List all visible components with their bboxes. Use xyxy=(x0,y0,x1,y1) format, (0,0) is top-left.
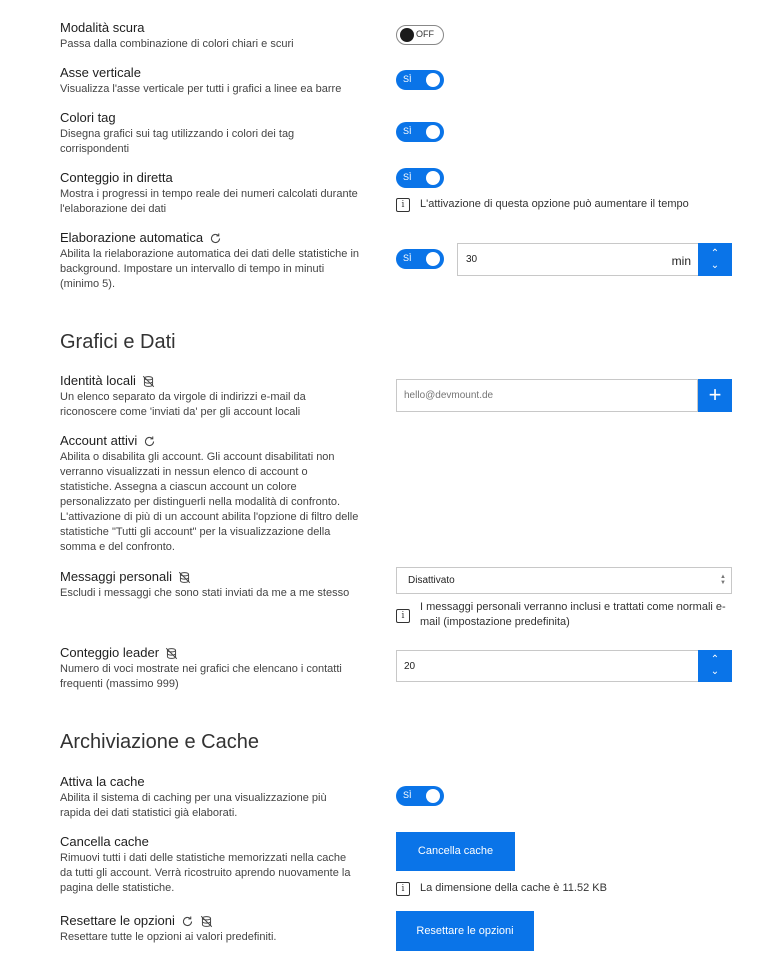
note-text: I messaggi personali verranno inclusi e trattati come normali e-mail (impostazione predefinita) xyxy=(420,601,726,628)
tag-colors-toggle[interactable] xyxy=(396,122,444,142)
setting-active-accounts xyxy=(60,433,360,555)
setting-title xyxy=(60,913,360,929)
live-count-toggle[interactable] xyxy=(396,168,444,188)
info-icon: i xyxy=(396,609,410,623)
setting-title: Conteggio in diretta xyxy=(60,170,173,185)
chevron-up-icon[interactable]: ⌃ xyxy=(710,654,720,665)
title-text: Resettare le opzioni xyxy=(60,913,175,928)
live-count-note xyxy=(396,197,726,212)
reset-options-button[interactable]: Resettare le opzioni xyxy=(396,911,534,951)
setting-desc: Abilita la rielaborazione automatica dei dati delle statistiche in background. Impostare un intervallo di tempo in minuti (minimo 5). xyxy=(60,248,360,290)
database-off-icon xyxy=(165,647,178,660)
toggle-label: SÌ xyxy=(403,253,412,263)
setting-leader-count xyxy=(60,645,360,692)
setting-title xyxy=(60,373,360,389)
setting-title: Asse verticale xyxy=(60,65,141,80)
database-off-icon xyxy=(142,375,155,388)
setting-desc: Un elenco separato da virgole di indirizzi e-mail da riconoscere come 'inviati da' per gli account locali xyxy=(60,391,306,418)
chevron-up-icon[interactable]: ⌃ xyxy=(710,247,720,259)
setting-title: Attiva la cache xyxy=(60,774,145,789)
leader-count-stepper[interactable] xyxy=(698,650,732,682)
interval-stepper[interactable] xyxy=(698,243,732,276)
toggle-label: SÌ xyxy=(403,790,412,800)
setting-desc: Rimuovi tutti i dati delle statistiche memorizzati nella cache da tutti gli account. Verrà ricostruito aprendo nuovamente la pagina delle statistiche. xyxy=(60,852,351,894)
database-off-icon xyxy=(178,571,191,584)
cache-toggle[interactable] xyxy=(396,786,444,806)
toggle-knob xyxy=(426,73,440,87)
setting-desc: Disegna grafici sui tag utilizzando i colori dei tag corrispondenti xyxy=(60,128,295,155)
setting-desc: Mostra i progressi in tempo reale dei numeri calcolati durante l'elaborazione dei dati xyxy=(60,188,358,215)
title-text: Account attivi xyxy=(60,433,138,448)
chevron-down-icon[interactable]: ⌄ xyxy=(710,259,720,271)
setting-clear-cache xyxy=(60,834,360,896)
title-text: Conteggio leader xyxy=(60,645,160,660)
toggle-label: SÌ xyxy=(403,126,412,136)
refresh-icon xyxy=(209,232,222,245)
local-identities-input[interactable] xyxy=(396,379,698,412)
title-text: Elaborazione automatica xyxy=(60,230,204,245)
setting-tag-colors xyxy=(60,110,360,157)
toggle-label: OFF xyxy=(416,29,434,39)
setting-self-messages xyxy=(60,569,360,601)
setting-desc: Visualizza l'asse verticale per tutti i grafici a linee ea barre xyxy=(60,83,342,95)
clear-cache-button[interactable]: Cancella cache xyxy=(396,832,515,871)
toggle-knob xyxy=(426,252,440,266)
toggle-knob xyxy=(400,28,414,42)
setting-desc: Escludi i messaggi che sono stati inviati da me a me stesso xyxy=(60,587,350,599)
setting-title xyxy=(60,230,360,246)
toggle-knob xyxy=(426,125,440,139)
setting-desc: Resettare tutte le opzioni ai valori predefiniti. xyxy=(60,931,277,943)
toggle-label: SÌ xyxy=(403,74,412,84)
setting-enable-cache xyxy=(60,774,360,821)
setting-title: Cancella cache xyxy=(60,834,149,849)
toggle-knob xyxy=(426,789,440,803)
setting-desc: Abilita il sistema di caching per una visualizzazione più rapida dei dati statistici già elaborati. xyxy=(60,792,327,819)
section-title-cache: Archiviazione e Cache xyxy=(60,731,259,753)
database-off-icon xyxy=(200,915,213,928)
setting-title: Colori tag xyxy=(60,110,116,125)
refresh-icon xyxy=(143,435,156,448)
refresh-icon xyxy=(181,915,194,928)
note-text: L'attivazione di questa opzione può aumentare il tempo xyxy=(420,198,689,210)
setting-desc: Passa dalla combinazione di colori chiari e scuri xyxy=(60,38,294,50)
info-icon: i xyxy=(396,198,410,212)
section-title-charts: Grafici e Dati xyxy=(60,331,176,353)
setting-desc: Abilita o disabilita gli account. Gli account disabilitati non verranno visualizzati in nessun elenco di account o statistiche. Assegna a ciascun account un colore personalizzato per distinguerli nella modalità di confronto. L'attivazione di più di un account abilita l'opzione di filtro delle statistiche "Tutti gli account" per la visualizzazione della somma e del confronto. xyxy=(60,451,359,553)
vertical-axis-toggle[interactable] xyxy=(396,70,444,90)
leader-count-input[interactable] xyxy=(396,650,699,682)
add-identity-button[interactable]: + xyxy=(698,379,732,412)
setting-reset-options xyxy=(60,913,360,945)
leader-count-value: 20 xyxy=(404,661,416,672)
interval-unit: min xyxy=(671,254,691,268)
setting-live-count xyxy=(60,170,360,217)
cache-size-note xyxy=(396,881,696,896)
selected-value: Disattivato xyxy=(408,575,455,586)
setting-dark-mode xyxy=(60,20,360,52)
self-messages-note xyxy=(396,600,736,630)
setting-auto-processing xyxy=(60,230,360,292)
interval-input[interactable] xyxy=(457,243,699,276)
self-messages-select[interactable] xyxy=(396,567,732,594)
info-icon: i xyxy=(396,882,410,896)
auto-processing-toggle[interactable] xyxy=(396,249,444,269)
select-arrows-icon: ▲ ▼ xyxy=(720,574,726,586)
setting-title xyxy=(60,645,360,661)
interval-value: 30 xyxy=(466,254,478,265)
dark-mode-toggle[interactable] xyxy=(396,25,444,45)
title-text: Identità locali xyxy=(60,373,136,388)
note-text: La dimensione della cache è 11.52 KB xyxy=(420,882,607,894)
setting-desc: Numero di voci mostrate nei grafici che elencano i contatti frequenti (massimo 999) xyxy=(60,663,342,690)
setting-local-identities xyxy=(60,373,360,420)
toggle-label: SÌ xyxy=(403,172,412,182)
setting-vertical-axis xyxy=(60,65,360,97)
toggle-knob xyxy=(426,171,440,185)
setting-title: Modalità scura xyxy=(60,20,145,35)
title-text: Messaggi personali xyxy=(60,569,173,584)
setting-title xyxy=(60,569,360,585)
chevron-down-icon[interactable]: ⌄ xyxy=(710,666,720,677)
setting-title xyxy=(60,433,360,449)
